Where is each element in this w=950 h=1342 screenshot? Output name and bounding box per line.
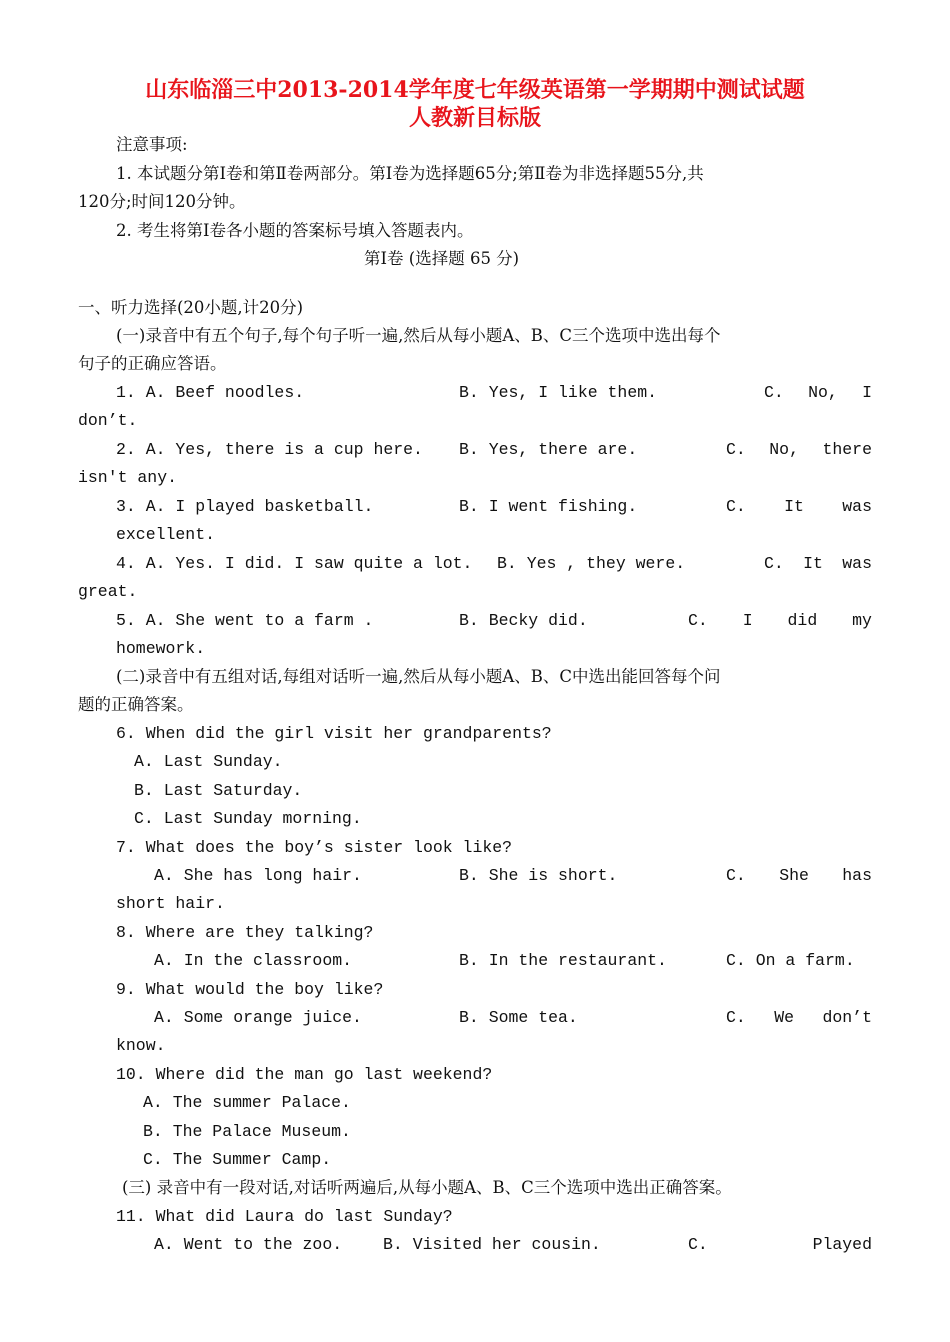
q1-option-b: B. Yes, I like them. <box>459 383 658 402</box>
q1-option-c-word2: I <box>862 383 872 402</box>
q9-option-a: A. Some orange juice. <box>154 1008 362 1027</box>
q3-option-c-cont: excellent. <box>116 525 216 544</box>
q4-option-c-word2: was <box>842 554 872 573</box>
q11-option-b: B. Visited her cousin. <box>383 1235 601 1254</box>
q4-option-b: B. Yes , they were. <box>497 554 686 573</box>
q7-stem: 7. What does the boy’s sister look like? <box>116 838 513 857</box>
q9-option-c-label: C. <box>726 1008 746 1027</box>
q2-option-b: B. Yes, there are. <box>459 440 638 459</box>
q7-option-c-word1: She <box>779 866 809 885</box>
q11-stem: 11. What did Laura do last Sunday? <box>116 1207 453 1226</box>
q3-option-c-word2: was <box>842 497 872 516</box>
part3-instruction: (三) 录音中有一段对话,对话听两遍后,从每小题A、B、C三个选项中选出正确答案。 <box>122 1178 732 1197</box>
q7-option-a: A. She has long hair. <box>154 866 362 885</box>
part1-instruction-cont: 句子的正确应答语。 <box>78 354 227 373</box>
q9-option-c-word1: We <box>774 1008 795 1027</box>
q7-option-c-word2: has <box>842 866 872 885</box>
q3-option-c-label: C. <box>726 497 746 516</box>
exam-title-line1: 山东临淄三中2013-2014学年度七年级英语第一学期期中测试试题 <box>145 77 805 103</box>
q5-option-c <box>688 610 872 632</box>
q6-option-a: A. Last Sunday. <box>134 752 283 771</box>
q4-option-a: 4. A. Yes. I did. I saw quite a lot. <box>116 554 473 573</box>
notes-item2: 2. 考生将第Ⅰ卷各小题的答案标号填入答题表内。 <box>116 221 474 240</box>
q4-option-c-label: C. <box>764 554 784 573</box>
q8-option-b: B. In the restaurant. <box>459 951 667 970</box>
q7-option-c-label: C. <box>726 866 746 885</box>
q5-option-c-word2: did <box>787 611 818 630</box>
q10-option-a: A. The summer Palace. <box>143 1093 351 1112</box>
q2-option-c-word1: No, <box>769 440 799 459</box>
q6-option-b: B. Last Saturday. <box>134 781 303 800</box>
q9-option-c-word2: don’t <box>822 1008 872 1027</box>
q10-stem: 10. Where did the man go last weekend? <box>116 1065 493 1084</box>
q10-option-b: B. The Palace Museum. <box>143 1122 351 1141</box>
q7-option-b: B. She is short. <box>459 866 618 885</box>
part1-instruction: (一)录音中有五个句子,每个句子听一遍,然后从每小题A、B、C三个选项中选出每个 <box>116 326 721 345</box>
q4-option-c <box>764 553 872 575</box>
q5-option-c-cont: homework. <box>116 639 206 658</box>
q9-option-c-cont: know. <box>116 1036 166 1055</box>
q1-option-c-word1: No, <box>808 383 838 402</box>
q3-option-c-word1: It <box>784 497 804 516</box>
section1-heading: 一、听力选择(20小题,计20分) <box>78 298 304 317</box>
q4-option-c-word1: It <box>803 554 823 573</box>
q2-option-c-label: C. <box>726 440 746 459</box>
q3-option-b: B. I went fishing. <box>459 497 638 516</box>
q4-option-c-cont: great. <box>78 582 138 601</box>
q11-option-c <box>688 1234 872 1256</box>
volume1-heading: 第Ⅰ卷 (选择题 65 分) <box>364 249 520 268</box>
part2-instruction: (二)录音中有五组对话,每组对话听一遍,然后从每小题A、B、C中选出能回答每个问 <box>116 667 721 686</box>
q11-option-c-word1: Played <box>812 1235 872 1254</box>
q11-option-c-label: C. <box>688 1235 708 1254</box>
q3-option-a: 3. A. I played basketball. <box>116 497 374 516</box>
notes-heading: 注意事项: <box>116 135 188 154</box>
q5-option-a: 5. A. She went to a farm . <box>116 611 374 630</box>
q5-option-b: B. Becky did. <box>459 611 588 630</box>
q2-option-c-word2: there <box>822 440 872 459</box>
notes-item1: 1. 本试题分第Ⅰ卷和第Ⅱ卷两部分。第Ⅰ卷为选择题65分;第Ⅱ卷为非选择题55分,共 <box>116 164 704 183</box>
q5-option-c-label: C. <box>688 611 708 630</box>
q7-option-c-cont: short hair. <box>116 894 225 913</box>
q7-option-c <box>726 865 872 887</box>
q9-option-c <box>726 1007 872 1029</box>
notes-item1-cont: 120分;时间120分钟。 <box>78 192 246 211</box>
q3-option-c <box>726 496 872 518</box>
q1-option-c-label: C. <box>764 383 784 402</box>
q10-option-c: C. The Summer Camp. <box>143 1150 332 1169</box>
q1-option-c-cont: don’t. <box>78 411 138 430</box>
exam-title-line2: 人教新目标版 <box>408 105 541 131</box>
q1-option-a: 1. A. Beef noodles. <box>116 383 305 402</box>
q2-option-a: 2. A. Yes, there is a cup here. <box>116 440 423 459</box>
q9-stem: 9. What would the boy like? <box>116 980 384 999</box>
q8-stem: 8. Where are they talking? <box>116 923 374 942</box>
q1-option-c <box>764 382 872 404</box>
q9-option-b: B. Some tea. <box>459 1008 578 1027</box>
q8-option-a: A. In the classroom. <box>154 951 353 970</box>
q6-stem: 6. When did the girl visit her grandparents? <box>116 724 552 743</box>
q11-option-a: A. Went to the zoo. <box>154 1235 343 1254</box>
q6-option-c: C. Last Sunday morning. <box>134 809 362 828</box>
q2-option-c-cont: isn't any. <box>78 468 178 487</box>
q5-option-c-word3: my <box>852 611 872 630</box>
q8-option-c: C. On a farm. <box>726 951 855 970</box>
q2-option-c <box>726 439 872 461</box>
q5-option-c-word1: I <box>742 611 753 630</box>
part2-instruction-cont: 题的正确答案。 <box>78 695 194 714</box>
